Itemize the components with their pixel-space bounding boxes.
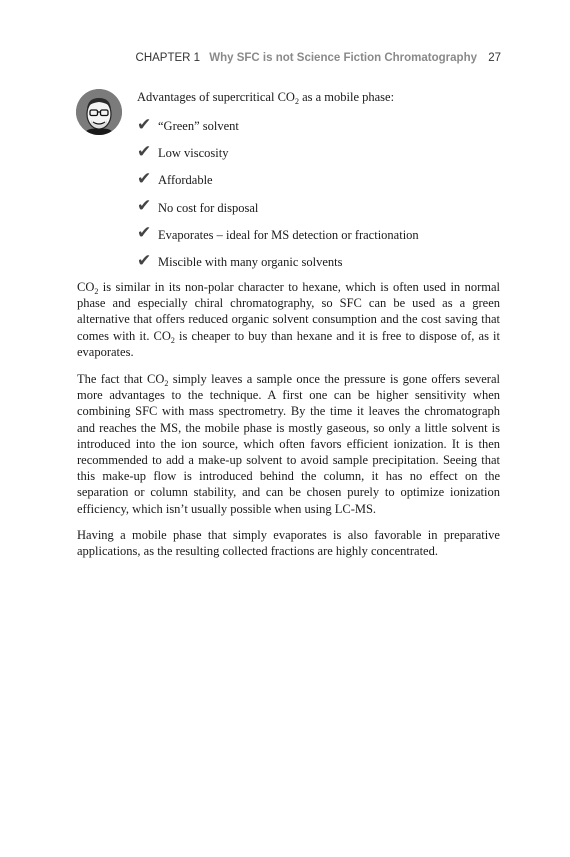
- list-item: ✔ Miscible with many organic solvents: [137, 250, 343, 270]
- list-item: ✔ Affordable: [137, 168, 213, 188]
- checkmark-icon: ✔: [137, 250, 152, 270]
- checkmark-icon: ✔: [137, 141, 152, 161]
- list-item: ✔ Low viscosity: [137, 141, 229, 161]
- list-item: ✔ “Green” solvent: [137, 114, 239, 134]
- checkmark-icon: ✔: [137, 223, 152, 243]
- checkmark-icon: ✔: [137, 114, 152, 134]
- running-header: [136, 52, 501, 64]
- author-avatar-icon: [76, 89, 122, 135]
- paragraph-preparative: Having a mobile phase that simply evaporates is also favorable in preparative applications, as the resulting collected fractions are highly concentrated.: [77, 528, 500, 559]
- checkmark-icon: ✔: [137, 168, 152, 188]
- paragraph-ms-advantages: The fact that $CO_2$ simply leaves a sample once the pressure is gone offers several more advantages to the technique. A first one can be higher sensitivity when combining SFC with mass spectrometry. By the time it leaves the chromatograph and reaches the MS, the mobile phase is mostly gaseous, so only a little solvent is introduced into the ion source, which often favors efficient ionization. It is then recommended to add a make-up solvent to avoid sample precipitation. Seeing that this make-up flow is introduced behind the column, it has no effect on the separation or column stability, and can be chosen purely to optimize ionization efficiency, which isn’t usually possible when using LC-MS.: [77, 372, 500, 516]
- page-number: 27: [488, 52, 501, 64]
- avatar-drawing: [76, 89, 122, 135]
- list-item: ✔ Evaporates – ideal for MS detection or fractionation: [137, 223, 419, 243]
- chapter-label: CHAPTER 1: [135, 52, 201, 64]
- chapter-title: Why SFC is not Science Fiction Chromatography: [209, 52, 477, 64]
- list-item: ✔ No cost for disposal: [137, 196, 259, 216]
- callout-intro: Advantages of supercritical $CO_2$ as a mobile phase:: [137, 90, 395, 106]
- checkmark-icon: ✔: [137, 196, 152, 216]
- paragraph-co2-hexane: $CO_2$ is similar in its non-polar character to hexane, which is often used in normal phase and especially chiral chromatography, so SFC can be used as a green alternative that offers reduced organic solvent consumption and the cost saving that comes with it. $CO_2$ is cheaper to buy than hexane and it is free to dispose of, as it evaporates.: [77, 280, 501, 359]
- advantages-callout: [137, 89, 467, 276]
- advantages-list: [137, 113, 467, 276]
